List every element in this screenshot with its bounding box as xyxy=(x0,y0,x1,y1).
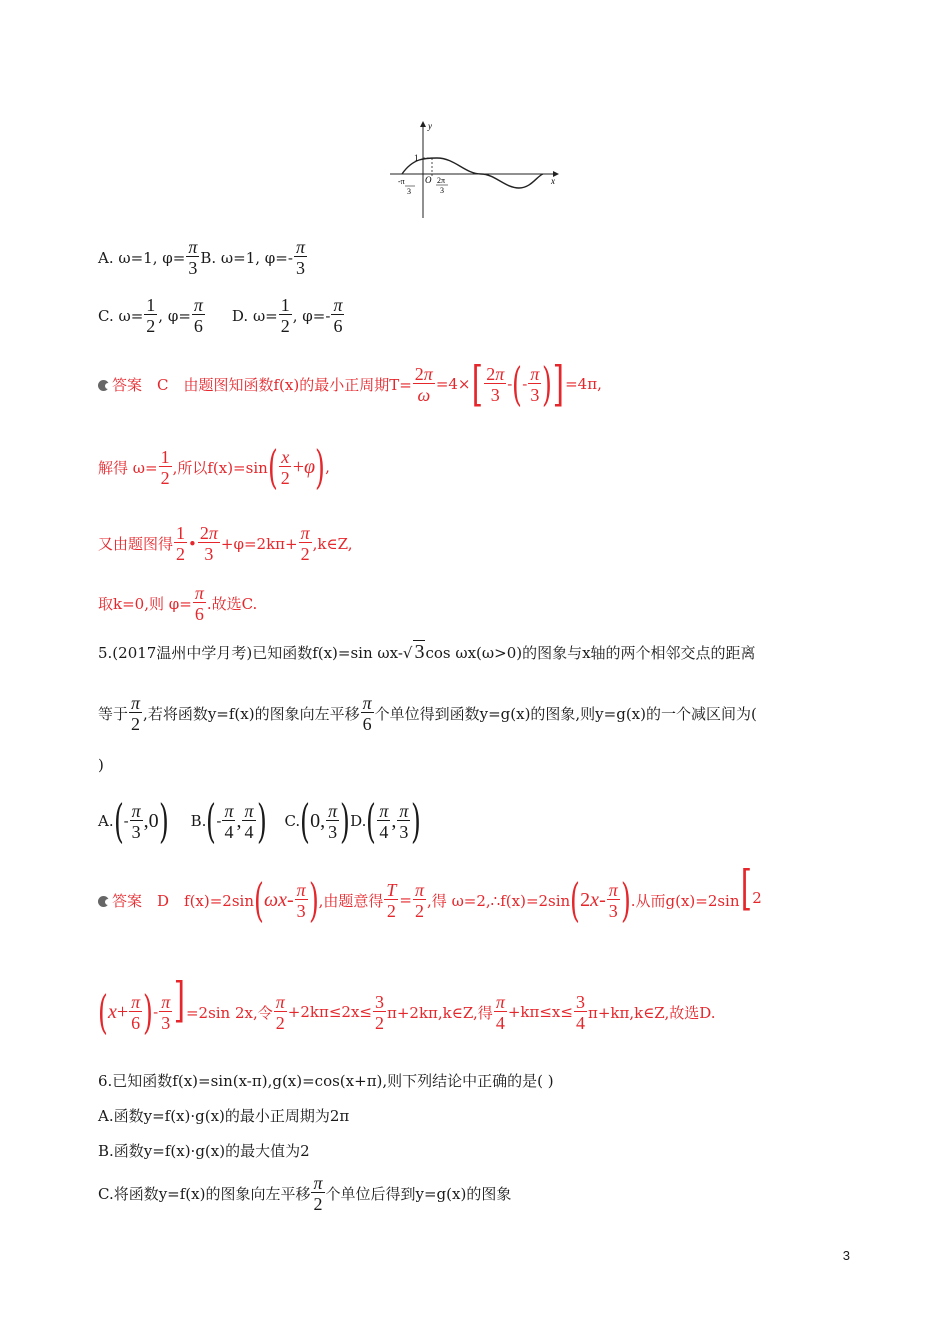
option-c-d: C. ω= $\frac{1}{2}$ , φ= $\frac{\pi}{6}$ D. ω= $\frac{1}{2}$ , φ=- $\frac{\pi}{6}$ xyxy=(98,295,343,336)
answer-line-4: 取k=0,则 φ= $\frac{\pi}{6}$ .故选C. xyxy=(98,583,258,624)
x-label: x xyxy=(551,176,555,186)
answer-icon xyxy=(98,380,109,391)
page-number: 3 xyxy=(842,1248,850,1263)
tick-right-label: 2π xyxy=(437,176,446,185)
y-axis-arrow xyxy=(420,121,426,127)
sine-graph xyxy=(385,118,565,223)
q5-answer-line-2: ( x + $\frac{\pi}{6}$ ) - $\frac{\pi}{3}$ ] =2sin 2x,令 $\frac{\pi}{2}$ +2kπ≤2x≤ $\frac{3}{2}$ π+2kπ,k∈Z,得 $\frac{\pi}{4}$ +kπ≤x≤ $\frac{3}{4}$ π+kπ,k∈Z,故选D. xyxy=(98,972,716,1039)
q5-stem-1: 5.(2017温州中学月考)已知函数f(x)=sin ωx-√ 3 cos ωx(ω>0)的图象与x轴的两个相邻交点的距离 xyxy=(98,641,756,663)
q6-option-c: C.将函数y=f(x)的图象向左平移 $\frac{\pi}{2}$ 个单位后得到y=g(x)的图象 xyxy=(98,1173,512,1214)
tick-right-den: 3 xyxy=(440,186,444,195)
origin-label: O xyxy=(425,175,432,185)
tick-left-den: 3 xyxy=(407,187,411,196)
option-a-b: A. ω=1, φ= $\frac{\pi}{3}$ B. ω=1, φ=- $\frac{\pi}{3}$ xyxy=(98,237,305,278)
one-label: 1 xyxy=(414,153,419,163)
y-label: y xyxy=(428,121,432,131)
q5-options: A. ( - $\frac{\pi}{3}$ ,0 ) B. ( - $\frac{\pi}{4}$ , $\frac{\pi}{4}$ ) C. ( 0, $\frac{\pi}{3}$ ) D. ( $\frac{\pi}{4}$ , $\frac{\pi}{3}$ ) xyxy=(98,794,422,848)
q5-stem-3: ) xyxy=(98,756,104,774)
q6-option-a: A.函数y=f(x)·g(x)的最小正周期为2π xyxy=(98,1107,350,1125)
q5-answer-line-1: 答案 D f(x)=2sin ( ωx - $\frac{\pi}{3}$ ) ,由题意得 $\frac{T}{2}$ = $\frac{\pi}{2}$ ,得 ω=2,∴f(x)=2sin ( 2x- $\frac{\pi}{3}$ ) .从而g(x)=2sin [ 2 xyxy=(98,876,762,924)
q5-stem-2: 等于 $\frac{\pi}{2}$ ,若将函数y=f(x)的图象向左平移 $\frac{\pi}{6}$ 个单位得到函数y=g(x)的图象,则y=g(x)的一个减区间为( xyxy=(98,693,757,734)
q6-option-b: B.函数y=f(x)·g(x)的最大值为2 xyxy=(98,1142,310,1160)
answer-line-3: 又由题图得 $\frac{1}{2}$ • $\frac{2\pi}{3}$ +φ=2kπ+ $\frac{\pi}{2}$ ,k∈Z, xyxy=(98,523,353,564)
answer-icon xyxy=(98,896,109,907)
answer-line-2: 解得 ω= $\frac{1}{2}$ ,所以f(x)=sin ( $\frac{x}{2}$ +φ ) , xyxy=(98,440,330,494)
answer-line-1: 答案 C 由题图知函数f(x)的最小正周期T= $\frac{2\pi}{\omega}$ =4× [ $\frac{2\pi}{3}$ - ( - $\frac{\pi}{3}$ ) ] =4π, xyxy=(98,360,602,408)
q6-stem: 6.已知函数f(x)=sin(x-π),g(x)=cos(x+π),则下列结论中正确的是( ) xyxy=(98,1072,554,1090)
tick-left-label: -π xyxy=(398,177,405,186)
